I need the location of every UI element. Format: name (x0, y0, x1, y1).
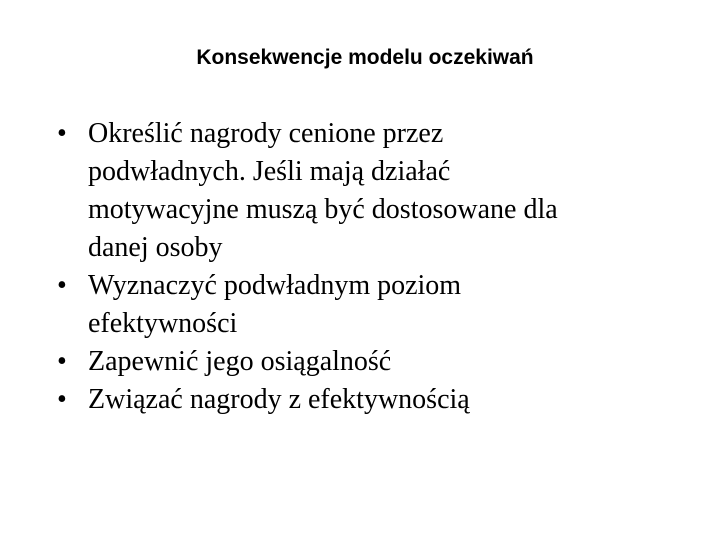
bullet-marker-icon: • (57, 118, 67, 149)
bullet-text-line: Zapewnić jego osiągalność (88, 346, 392, 377)
bullet-item (54, 381, 674, 419)
bullet-marker-icon: • (57, 384, 67, 415)
bullet-item (54, 267, 674, 343)
bullet-text-line: Określić nagrody cenione przez (88, 118, 444, 149)
slide-title: Konsekwencje modelu oczekiwań (196, 46, 534, 69)
bullet-item (54, 343, 674, 381)
bullet-text-line: motywacyjne muszą być dostosowane dla (88, 194, 558, 225)
bullet-text-line: Wyznaczyć podwładnym poziom (88, 270, 462, 301)
bullet-list (54, 115, 674, 419)
bullet-text-line: podwładnych. Jeśli mają działać (88, 156, 451, 187)
bullet-marker-icon: • (57, 270, 67, 301)
bullet-text-line: danej osoby (88, 232, 223, 263)
bullet-text-line: Związać nagrody z efektywnością (88, 384, 470, 415)
bullet-marker-icon: • (57, 346, 67, 377)
bullet-text-line: efektywności (88, 308, 238, 339)
bullet-item (54, 115, 674, 267)
